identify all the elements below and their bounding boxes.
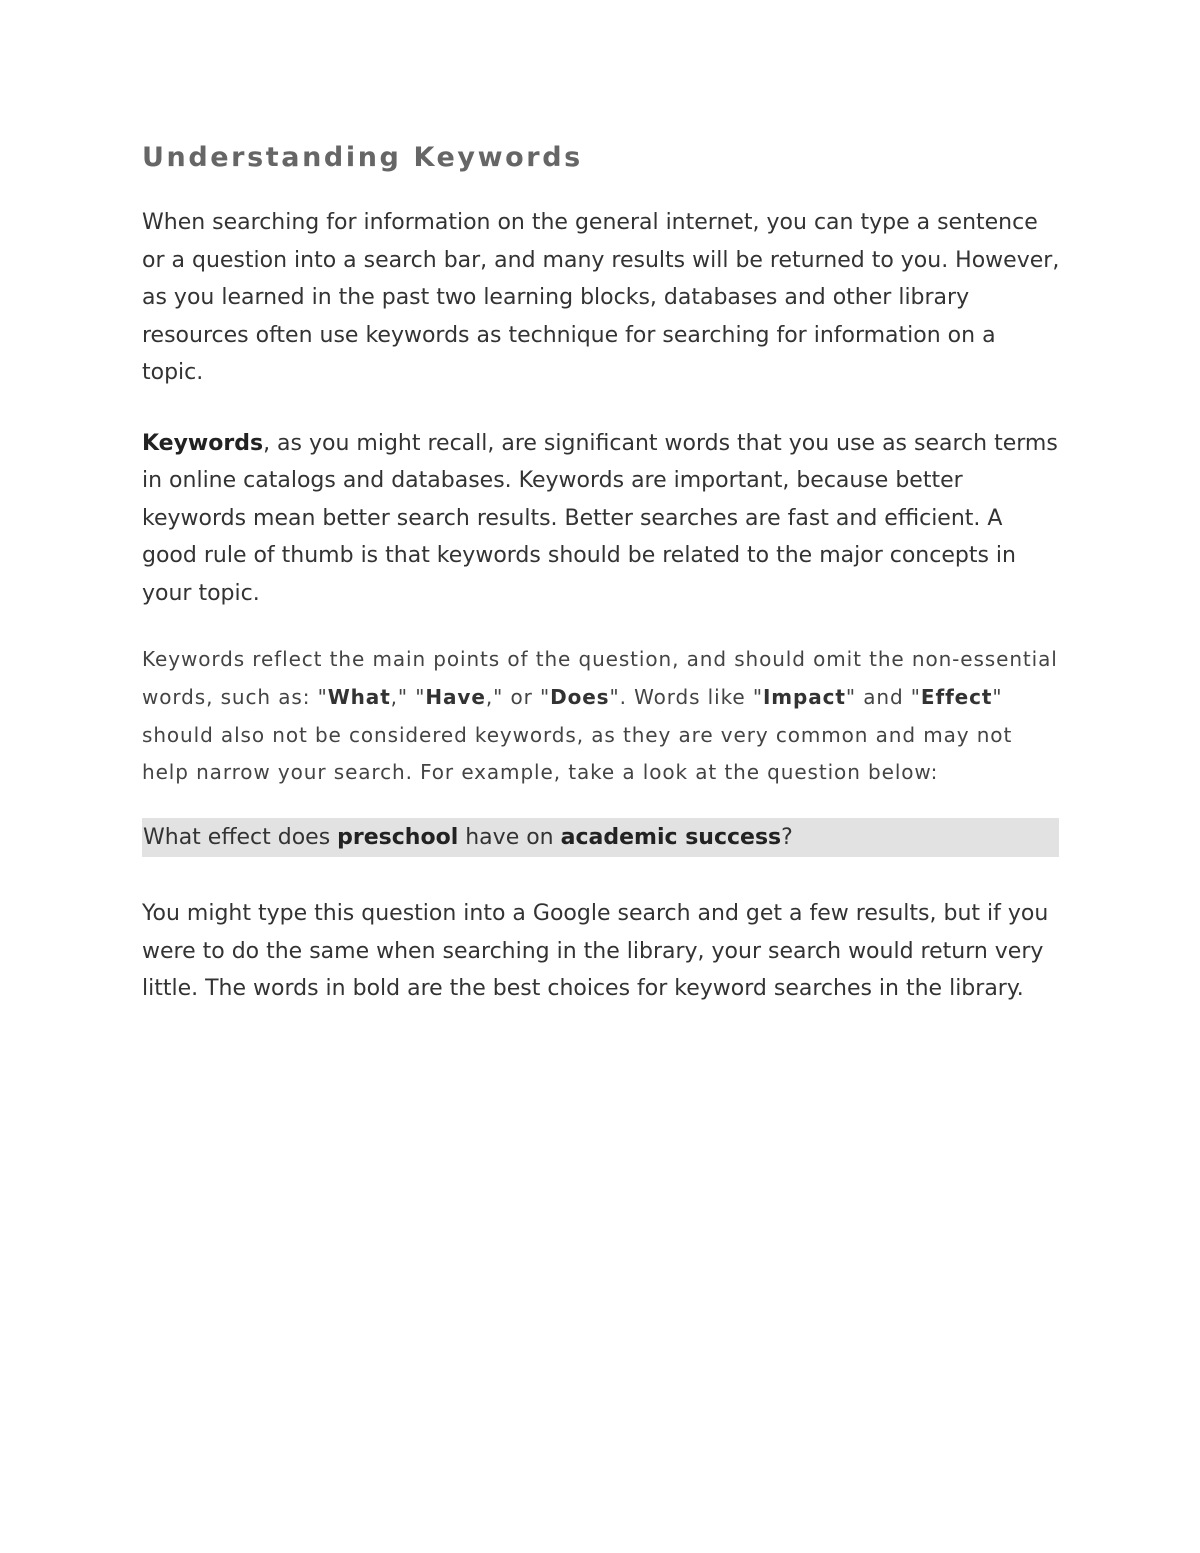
document-title: Understanding Keywords (142, 142, 583, 173)
example-word-does: Does (550, 684, 610, 709)
guidance-text: ," " (390, 684, 426, 709)
example-word-effect: Effect (920, 684, 993, 709)
document-page (142, 130, 1062, 1008)
example-question-highlight (142, 818, 1059, 857)
intro-paragraph: When searching for information on the general internet, you can type a sentence or a question into a search bar, and many results will be returned to you. However, as you learned in the past two learning blocks, databases and other library resources often use keywords as technique for searching for information on a topic. (142, 210, 1060, 385)
question-text: have on (458, 825, 561, 851)
keywords-term: Keywords (142, 430, 264, 456)
closing-paragraph: You might type this question into a Google search and get a few results, but if you were to do the same when searching in the library, your search would return very little. The words in bold are the best choices for keyword searches in the library. (142, 901, 1049, 1002)
guidance-text: ". Words like " (609, 684, 763, 709)
guidance-text: Keywords reflect the main points of the question, and should omit the non-essential words, such as: " (142, 647, 1058, 709)
keywords-definition-paragraph (142, 425, 1062, 613)
example-word-impact: Impact (762, 684, 846, 709)
keywords-definition-text: , as you might recall, are significant words that you use as search terms in online catalogs and databases. Keywords are important, because better keywords mean better search results. Better searches are fast and efficient. A good rule of thumb is that keywords should be related to the major concepts in your topic. (142, 430, 1058, 606)
question-text: ? (781, 825, 793, 851)
question-keyword-preschool: preschool (337, 825, 459, 851)
question-keyword-academic-success: academic success (560, 825, 782, 851)
keywords-guidance-paragraph (142, 641, 1062, 792)
guidance-text: " should also not be considered keywords, as they are very common and may not help narrow your search. For example, take a look at the question below: (142, 684, 1013, 785)
example-word-have: Have (425, 684, 486, 709)
guidance-text: " and " (845, 684, 921, 709)
guidance-text: ," or " (485, 684, 551, 709)
example-word-what: What (327, 684, 391, 709)
question-text: What effect does (143, 825, 338, 851)
